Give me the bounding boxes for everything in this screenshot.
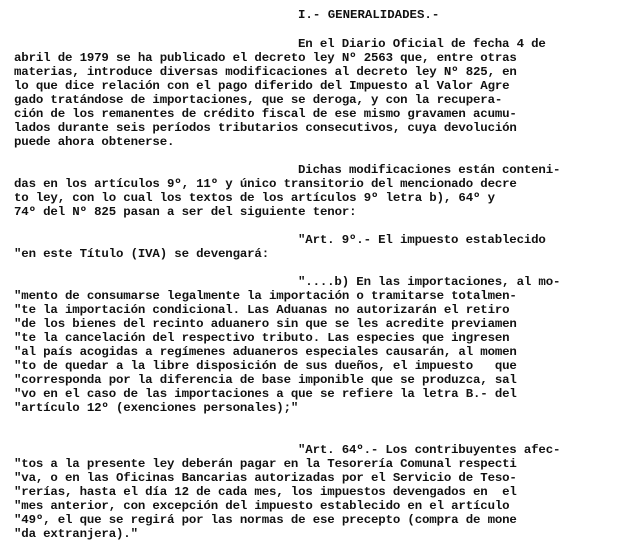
text-line: "da extranjera)." xyxy=(14,527,138,541)
text-line: "corresponda por la diferencia de base imponible que se produzca, sal xyxy=(14,373,517,387)
text-line: das en los artículos 9º, 11º y único transitorio del mencionado decre xyxy=(14,177,517,191)
section-heading: I.- GENERALIDADES.- xyxy=(298,8,440,22)
text-line: "de los bienes del recinto aduanero sin que se les acredite previamen xyxy=(14,317,517,331)
text-line: "Art. 9º.- El impuesto establecido xyxy=(298,233,546,247)
text-line: "artículo 12º (exenciones personales);" xyxy=(14,401,299,415)
text-line: "te la importación condicional. Las Aduanas no autorizarán el retiro xyxy=(14,303,510,317)
text-line: "vo en el caso de las importaciones a que se refiere la letra B.- del xyxy=(14,387,517,401)
text-line: 74º del Nº 825 pasan a ser del siguiente tenor: xyxy=(14,205,357,219)
text-line: "te la cancelación del respectivo tributo. Las especies que ingresen xyxy=(14,331,510,345)
text-line: "mes anterior, con excepción del impuesto establecido en el artículo xyxy=(14,499,510,513)
text-line: to ley, con lo cual los textos de los artículos 9º letra b), 64º y xyxy=(14,191,495,205)
text-line: "al país acogidas a regímenes aduaneros especiales causarán, al momen xyxy=(14,345,517,359)
text-line: abril de 1979 se ha publicado el decreto ley Nº 2563 que, entre otras xyxy=(14,51,517,65)
text-line: "49º, el que se regirá por las normas de ese precepto (compra de mone xyxy=(14,513,517,527)
text-line: "en este Título (IVA) se devengará: xyxy=(14,247,269,261)
text-line: En el Diario Oficial de fecha 4 de xyxy=(298,37,546,51)
text-line: materias, introduce diversas modificaciones al decreto ley Nº 825, en xyxy=(14,65,517,79)
text-line: "va, o en las Oficinas Bancarias autorizadas por el Servicio de Teso- xyxy=(14,471,517,485)
text-line: lo que dice relación con el pago diferido del Impuesto al Valor Agre xyxy=(14,79,510,93)
text-line: "tos a la presente ley deberán pagar en la Tesorería Comunal respecti xyxy=(14,457,517,471)
text-line: "mento de consumarse legalmente la importación o tramitarse totalmen- xyxy=(14,289,517,303)
text-line: lados durante seis períodos tributarios consecutivos, cuya devolución xyxy=(14,121,517,135)
text-line: "rerías, hasta el día 12 de cada mes, los impuestos devengados en el xyxy=(14,485,517,499)
text-line: "....b) En las importaciones, al mo- xyxy=(298,275,561,289)
text-line: Dichas modificaciones están conteni- xyxy=(298,163,561,177)
text-line: ción de los remanentes de crédito fiscal de ese mismo gravamen acumu- xyxy=(14,107,517,121)
text-line: "to de quedar a la libre disposición de sus dueños, el impuesto que xyxy=(14,359,517,373)
text-line: "Art. 64º.- Los contribuyentes afec- xyxy=(298,443,561,457)
text-line: gado tratándose de importaciones, que se deroga, y con la recupera- xyxy=(14,93,503,107)
text-line: puede ahora obtenerse. xyxy=(14,135,175,149)
